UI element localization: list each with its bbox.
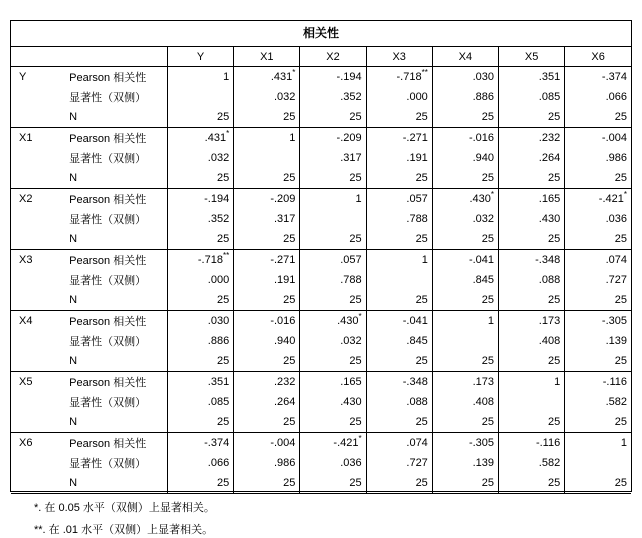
pearson-cell	[168, 250, 234, 271]
column-header-x3: X3	[366, 47, 432, 67]
significance-cell: .430	[300, 392, 366, 412]
significance-cell: .986	[234, 453, 300, 473]
pearson-value: .351	[538, 71, 561, 83]
pearson-value: .165	[340, 376, 362, 388]
pearson-value: -.116	[535, 437, 561, 449]
row-variable-label	[11, 290, 65, 311]
statistic-label: Pearson 相关性	[69, 316, 147, 328]
pearson-cell	[432, 311, 498, 332]
pearson-value: -.194	[204, 193, 230, 205]
pearson-cell	[366, 67, 432, 88]
significance-cell: .191	[234, 270, 300, 290]
table-row	[11, 311, 631, 332]
row-variable-label	[11, 412, 65, 433]
table-row	[11, 473, 631, 494]
pearson-cell	[432, 250, 498, 271]
pearson-cell	[565, 67, 631, 88]
n-cell: 25	[168, 473, 234, 494]
row-variable-label	[11, 168, 65, 189]
significance-cell: .088	[499, 270, 565, 290]
column-header-x1: X1	[234, 47, 300, 67]
n-cell: 25	[234, 290, 300, 311]
significance-cell: .000	[168, 270, 234, 290]
table-row	[11, 168, 631, 189]
table-row	[11, 209, 631, 229]
n-cell: 25	[432, 290, 498, 311]
statistic-label: N	[65, 229, 167, 250]
n-cell: 25	[234, 412, 300, 433]
pearson-value: .030	[472, 71, 495, 83]
row-variable-label	[11, 148, 65, 168]
pearson-cell	[432, 67, 498, 88]
row-variable-label	[11, 351, 65, 372]
table-row	[11, 290, 631, 311]
statistic-label: Pearson 相关性	[69, 255, 147, 267]
n-cell: 25	[565, 107, 631, 128]
n-cell: 25	[300, 412, 366, 433]
table-row	[11, 189, 631, 210]
significance-cell: .088	[366, 392, 432, 412]
column-header-y: Y	[168, 47, 234, 67]
pearson-cell	[300, 189, 366, 210]
pearson-value: -.305	[601, 315, 627, 327]
n-cell: 25	[565, 229, 631, 250]
pearson-value: .351	[207, 376, 230, 388]
pearson-value: -.209	[336, 132, 362, 144]
pearson-value: -.271	[402, 132, 428, 144]
pearson-cell	[168, 311, 234, 332]
significance-cell: .317	[234, 209, 300, 229]
n-cell: 25	[366, 290, 432, 311]
row-variable-label	[11, 107, 65, 128]
significance-cell: .032	[300, 331, 366, 351]
pearson-cell	[300, 433, 366, 454]
n-cell: 25	[168, 290, 234, 311]
pearson-cell	[432, 433, 498, 454]
n-cell: 25	[499, 412, 565, 433]
row-variable-label	[11, 209, 65, 229]
significance-cell: .139	[432, 453, 498, 473]
n-cell: 25	[432, 473, 498, 494]
footnote-significance-005: *. 在 0.05 水平（双侧）上显著相关。	[34, 502, 215, 514]
pearson-value: -.016	[468, 132, 495, 144]
row-variable-label	[11, 331, 65, 351]
statistic-label: N	[65, 107, 167, 128]
pearson-value: -.718	[396, 71, 422, 83]
statistic-label: N	[65, 290, 167, 311]
significance-cell	[565, 453, 631, 473]
n-cell: 25	[366, 107, 432, 128]
pearson-value: 1	[289, 132, 296, 144]
pearson-value: 1	[554, 376, 561, 388]
statistic-label: 显著性（双侧）	[69, 153, 147, 165]
significance-cell: .727	[366, 453, 432, 473]
n-cell: 25	[366, 351, 432, 372]
n-cell: 25	[565, 168, 631, 189]
pearson-value: 1	[421, 254, 428, 266]
n-cell: 25	[432, 107, 498, 128]
footnote-significance-001: **. 在 .01 水平（双侧）上显著相关。	[34, 524, 214, 536]
table-row	[11, 351, 631, 372]
table-row	[11, 250, 631, 271]
header-row	[11, 47, 631, 67]
table-row	[11, 412, 631, 433]
n-cell: 25	[300, 473, 366, 494]
row-variable-label	[11, 473, 65, 494]
pearson-cell	[234, 250, 300, 271]
row-variable-label	[11, 229, 65, 250]
n-cell: 25	[565, 473, 631, 494]
significance-cell	[432, 331, 498, 351]
significance-cell: .886	[432, 87, 498, 107]
pearson-value: 1	[223, 71, 230, 83]
statistic-label: 显著性（双侧）	[69, 92, 147, 104]
statistic-label: Pearson 相关性	[69, 438, 147, 450]
pearson-cell	[366, 372, 432, 393]
pearson-value: .173	[472, 376, 495, 388]
column-header-x5: X5	[499, 47, 565, 67]
statistic-label: Pearson 相关性	[69, 194, 147, 206]
statistic-label: Pearson 相关性	[69, 72, 147, 84]
n-cell: 25	[499, 107, 565, 128]
pearson-cell	[366, 250, 432, 271]
column-header-x6: X6	[565, 47, 631, 67]
statistic-label: N	[65, 473, 167, 494]
pearson-value: -.374	[601, 71, 627, 83]
significance-cell: .032	[234, 87, 300, 107]
column-header-x2: X2	[300, 47, 366, 67]
significance-cell: .430	[499, 209, 565, 229]
pearson-value: .057	[406, 193, 428, 205]
statistic-label: Pearson 相关性	[69, 133, 147, 145]
table-title: 相关性	[11, 21, 631, 47]
significance-marker: *	[490, 190, 495, 199]
table-row	[11, 87, 631, 107]
statistic-label: N	[65, 351, 167, 372]
n-cell: 25	[300, 107, 366, 128]
table-row	[11, 331, 631, 351]
significance-marker: *	[226, 129, 230, 138]
pearson-cell	[366, 433, 432, 454]
pearson-value: 1	[355, 193, 362, 205]
pearson-value: 1	[487, 315, 495, 327]
pearson-value: -.271	[270, 254, 296, 266]
pearson-value: .232	[273, 376, 296, 388]
n-cell: 25	[168, 107, 234, 128]
n-cell: 25	[432, 412, 498, 433]
pearson-cell	[366, 128, 432, 149]
pearson-cell	[300, 67, 366, 88]
n-cell: 25	[499, 290, 565, 311]
row-variable-label: X5	[19, 376, 33, 388]
significance-cell: .032	[432, 209, 498, 229]
pearson-cell	[168, 67, 234, 88]
n-cell: 25	[499, 473, 565, 494]
n-cell: 25	[300, 290, 366, 311]
pearson-value: -.209	[270, 193, 296, 205]
significance-cell: .317	[300, 148, 366, 168]
row-variable-label: X3	[19, 254, 33, 266]
statistic-label: Pearson 相关性	[69, 377, 147, 389]
significance-cell: .000	[366, 87, 432, 107]
pearson-cell	[499, 189, 565, 210]
pearson-value: -.305	[468, 437, 495, 449]
table-row	[11, 392, 631, 412]
significance-cell: .845	[366, 331, 432, 351]
pearson-cell	[499, 311, 565, 332]
significance-marker: **	[421, 68, 428, 77]
pearson-cell	[300, 372, 366, 393]
statistic-label: 显著性（双侧）	[69, 336, 147, 348]
pearson-cell	[300, 311, 366, 332]
pearson-value: -.374	[204, 437, 230, 449]
significance-cell: .940	[234, 331, 300, 351]
pearson-cell	[366, 311, 432, 332]
row-variable-label: X2	[19, 193, 33, 205]
pearson-value: -.041	[402, 315, 428, 327]
significance-cell: .085	[499, 87, 565, 107]
n-cell: 25	[366, 473, 432, 494]
pearson-cell	[499, 372, 565, 393]
pearson-cell	[234, 67, 300, 88]
pearson-cell	[499, 433, 565, 454]
pearson-cell	[499, 67, 565, 88]
significance-marker: *	[358, 312, 362, 321]
pearson-value: -.718	[197, 254, 223, 266]
pearson-value: -.348	[402, 376, 428, 388]
row-variable-label: X1	[19, 132, 33, 144]
pearson-cell	[168, 128, 234, 149]
column-header-x4: X4	[432, 47, 498, 67]
significance-cell: .986	[565, 148, 631, 168]
pearson-cell	[234, 311, 300, 332]
significance-cell: .036	[565, 209, 631, 229]
header-corner	[11, 47, 168, 67]
table-row	[11, 453, 631, 473]
pearson-cell	[432, 128, 498, 149]
n-cell: 25	[168, 168, 234, 189]
significance-marker: *	[358, 434, 362, 443]
row-variable-label: X4	[19, 315, 33, 327]
significance-cell	[366, 270, 432, 290]
pearson-cell	[234, 433, 300, 454]
significance-cell: .408	[432, 392, 498, 412]
significance-cell: .191	[366, 148, 432, 168]
significance-cell: .264	[499, 148, 565, 168]
pearson-cell	[234, 372, 300, 393]
row-variable-label: Y	[19, 71, 27, 83]
significance-cell: .940	[432, 148, 498, 168]
significance-cell: .845	[432, 270, 498, 290]
pearson-value: .430	[337, 315, 359, 327]
significance-cell: .036	[300, 453, 366, 473]
pearson-cell	[168, 189, 234, 210]
significance-cell: .582	[565, 392, 631, 412]
n-cell: 25	[234, 473, 300, 494]
significance-cell: .032	[168, 148, 234, 168]
table-row	[11, 67, 631, 88]
significance-cell: .727	[565, 270, 631, 290]
n-cell: 25	[234, 168, 300, 189]
pearson-cell	[565, 250, 631, 271]
significance-cell: .352	[300, 87, 366, 107]
pearson-value: 1	[620, 437, 627, 449]
n-cell: 25	[168, 412, 234, 433]
row-variable-label	[11, 87, 65, 107]
significance-cell	[234, 148, 300, 168]
n-cell: 25	[300, 351, 366, 372]
pearson-cell	[565, 189, 631, 210]
row-variable-label	[11, 270, 65, 290]
n-cell: 25	[499, 229, 565, 250]
significance-cell: .408	[499, 331, 565, 351]
n-cell: 25	[234, 107, 300, 128]
n-cell: 25	[565, 290, 631, 311]
n-cell: 25	[565, 351, 631, 372]
table-row	[11, 148, 631, 168]
pearson-value: .057	[340, 254, 362, 266]
significance-cell: .264	[234, 392, 300, 412]
pearson-cell	[366, 189, 432, 210]
pearson-value: .430	[469, 193, 491, 205]
pearson-value: -.004	[601, 132, 627, 144]
n-cell: 25	[565, 412, 631, 433]
significance-cell: .886	[168, 331, 234, 351]
pearson-value: .431	[270, 71, 293, 83]
pearson-value: -.041	[468, 254, 495, 266]
table-row	[11, 372, 631, 393]
correlation-table-frame	[10, 20, 632, 492]
row-variable-label	[11, 392, 65, 412]
significance-cell	[499, 392, 565, 412]
pearson-cell	[499, 250, 565, 271]
n-cell: 25	[499, 351, 565, 372]
pearson-value: .165	[538, 193, 561, 205]
pearson-cell	[499, 128, 565, 149]
table-row	[11, 433, 631, 454]
pearson-cell	[168, 372, 234, 393]
pearson-cell	[234, 128, 300, 149]
significance-cell: .788	[300, 270, 366, 290]
n-cell: 25	[366, 168, 432, 189]
pearson-cell	[300, 250, 366, 271]
pearson-value: .232	[538, 132, 561, 144]
statistic-label: N	[65, 412, 167, 433]
table-row	[11, 107, 631, 128]
n-cell: 25	[499, 168, 565, 189]
n-cell: 25	[234, 229, 300, 250]
significance-cell: .352	[168, 209, 234, 229]
row-variable-label	[11, 453, 65, 473]
n-cell: 25	[300, 229, 366, 250]
pearson-cell	[565, 433, 631, 454]
significance-marker: *	[623, 190, 627, 199]
n-cell: 25	[432, 351, 498, 372]
pearson-value: .030	[207, 315, 230, 327]
significance-cell	[168, 87, 234, 107]
significance-cell: .582	[499, 453, 565, 473]
table-body	[11, 67, 631, 494]
table-row	[11, 128, 631, 149]
pearson-value: .173	[538, 315, 561, 327]
significance-cell: .139	[565, 331, 631, 351]
significance-cell: .788	[366, 209, 432, 229]
pearson-value: -.004	[270, 437, 296, 449]
pearson-value: -.421	[598, 193, 624, 205]
statistic-label: 显著性（双侧）	[69, 458, 147, 470]
pearson-value: -.116	[602, 376, 627, 388]
significance-marker: *	[292, 68, 296, 77]
pearson-value: -.194	[336, 71, 362, 83]
correlation-table	[11, 47, 631, 494]
n-cell: 25	[300, 168, 366, 189]
pearson-value: .431	[204, 132, 227, 144]
pearson-cell	[300, 128, 366, 149]
significance-cell: .085	[168, 392, 234, 412]
n-cell: 25	[432, 168, 498, 189]
significance-cell: .066	[168, 453, 234, 473]
pearson-cell	[432, 372, 498, 393]
statistic-label: N	[65, 168, 167, 189]
statistic-label: 显著性（双侧）	[69, 214, 147, 226]
pearson-value: .074	[406, 437, 428, 449]
significance-cell	[300, 209, 366, 229]
pearson-value: -.348	[535, 254, 561, 266]
pearson-cell	[565, 372, 631, 393]
statistic-label: 显著性（双侧）	[69, 397, 147, 409]
pearson-cell	[168, 433, 234, 454]
n-cell: 25	[168, 229, 234, 250]
pearson-cell	[565, 311, 631, 332]
pearson-cell	[432, 189, 498, 210]
pearson-cell	[565, 128, 631, 149]
n-cell: 25	[366, 412, 432, 433]
pearson-value: .074	[605, 254, 627, 266]
n-cell: 25	[234, 351, 300, 372]
table-row	[11, 270, 631, 290]
table-row	[11, 229, 631, 250]
pearson-cell	[234, 189, 300, 210]
significance-marker: **	[222, 251, 230, 260]
statistic-label: 显著性（双侧）	[69, 275, 147, 287]
n-cell: 25	[168, 351, 234, 372]
row-variable-label: X6	[19, 437, 33, 449]
n-cell: 25	[432, 229, 498, 250]
pearson-value: -.421	[333, 437, 359, 449]
pearson-value: -.016	[270, 315, 296, 327]
n-cell: 25	[366, 229, 432, 250]
significance-cell: .066	[565, 87, 631, 107]
